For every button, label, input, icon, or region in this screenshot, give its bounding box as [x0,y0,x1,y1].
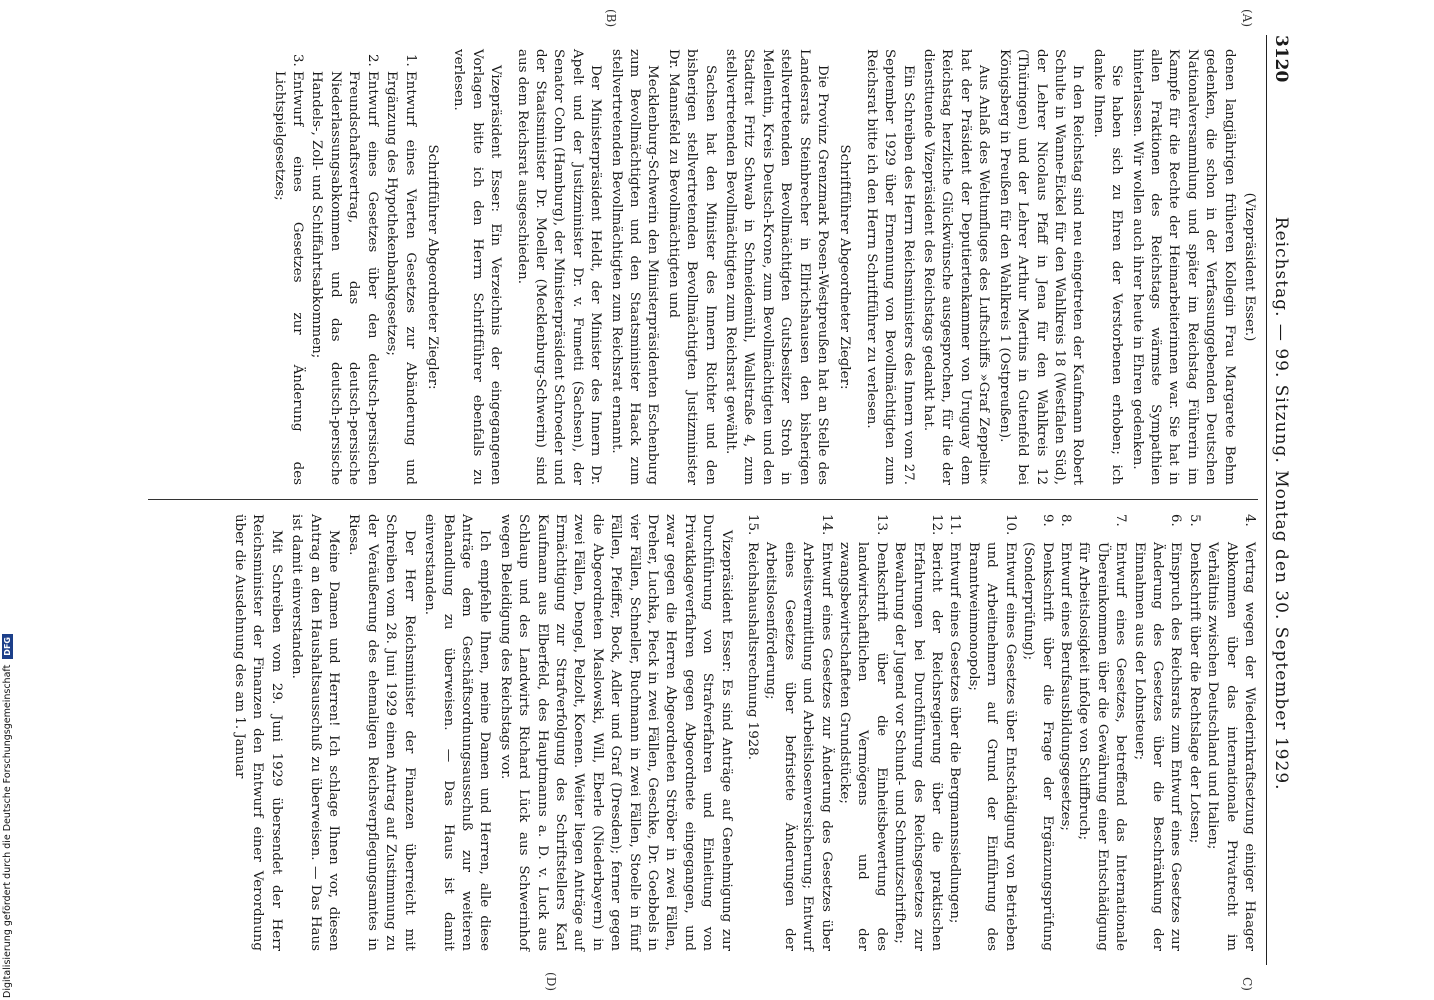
page-number: 3120 [1271,35,1291,83]
list-item-number: 13. [873,514,889,536]
list-item-text: Entwurf eines Gesetzes über die Bergmannssiedlungen; [947,542,963,924]
list-item [761,514,835,951]
list-item-number: 10. [1002,514,1018,536]
dfg-logo: DFG [2,634,13,659]
paragraph: In den Reichstag sind neu eingetreten der Kaufmann Robert Schulte in Wanne-Eickel für den Wahlkreis 18 (Westfalen Süd), der Lehrer Nicolaus Pfaff in Jena für den Wahlkreis 12 (Thüringen) und der Lehrer Arthur Mertins in Gutenfeld bei Königsberg in Preußen für den Wahlkreis 1 (Ostpreußen). [996,49,1086,485]
paragraph: Vizepräsident Esser: Ein Verzeichnis der eingegangenen Vorlagen bitte ich den Herrn Schriftführer ebenfalls zu verlesen. [451,49,504,485]
margin-marker-a: (A) [1240,9,1254,28]
text-columns [148,9,1258,991]
list-item [1074,514,1129,951]
page-title: Reichstag. — 99. Sitzung. Montag den 30. September 1929. [1271,216,1291,791]
list-item-text: Entwurf eines Gesetzes über Entschädigung von Betrieben und Arbeitnehmern auf Grund der Einführung des Branntweinmonopols; [965,542,1018,951]
list-item [835,514,890,951]
paragraph: Der Herr Reichsminister der Finanzen überreicht mit Schreiben vom 28. Juni 1929 einen Antrag auf Zustimmung zu der Veräußerung des ehemaligen Reichsverpflegungsamtes in Riesa. [346,514,417,951]
footer [2,608,18,998]
list-item: 2. Entwurf eines Gesetzes über den deutsch-persischen Freundschaftsvertrag, das deutsch-persische Niederlassungsabkommen und das deutsch-persische Handels-, Zoll- und Schiffahrtsabkommen; [307,71,381,485]
list-item-number: 6. [1168,514,1184,527]
list-item-text: Entwurf eines Gesetzes, betreffend das Internationale Übereinkommen über die Gewährung einer Entschädigung für Arbeitslosigkeit infolge von Schiffbruch; [1076,542,1129,951]
margin-marker-c: C) [1240,977,1254,991]
list-item-number: 11. [947,514,963,536]
paragraph: Vizepräsident Esser: Es sind Anträge auf Genehmigung zur Durchführung von Strafverfahren und Einleitung von Privatklageverfahren gegen Abgeordnete eingegangen, und zwar gegen die Herren Abgeordneten Ströber in zwei Fällen, Dreher, Luchka, Pieck in zwei Fällen, Geschke, Dr. Goebbels in vier Fällen, Schneller, Buchmann in zwei Fällen, Stoelle in fünf Fällen, Pfeiffer, Bock, Adler und Graf (Dresden); ferner gegen die Abgeordneten Maslowski, Will, Eberle (Niederbayern) in zwei Fällen, Dengel, Pelzolt, Koenen. Weiter liegen Anträge auf Ermächtigung zur Strafverfolgung des Schriftstellers Karl Kaufmann aus Elberfeld, des Hauptmanns a. D. v. Luck aus Schlaup und des Landwirts Richard Lück aus Schwerinhof wegen Beleidigung des Reichstags vor. [497,514,734,951]
left-column [148,35,1258,500]
margin-marker-d: (D) [544,972,558,991]
list-item [964,514,1019,951]
list-item-number: 7. [1113,514,1129,527]
list-item-text: Bericht der Reichsregierung über die praktischen Erfahrungen bei Durchführung des Reichsgesetzes zur Bewahrung der Jugend vor Schund- und Schmutzschriften; [892,542,945,951]
margin-marker-b: (B) [604,9,618,28]
right-column [148,500,1258,965]
list-item: 1. Entwurf eines Vierten Gesetzes zur Abänderung und Ergänzung des Hypothekenbankgesetzes; [382,71,419,485]
paragraph: Aus Anlaß des Weltumfluges des Luftschiffs »Graf Zeppelin« hat der Präsident der Deputiertenkammer von Uruguay dem Reichstag herzliche Glückwünsche ausgesprochen, für die der diensttuende Vizepräsident des Reichstags gedankt hat. [921,49,992,485]
list-item [743,514,761,951]
bill-list-continued [743,514,1258,951]
paragraph: Der Ministerpräsident Heldt, der Minister des Innern Dr. Apelt und der Justizminister Dr. v. Fumetti (Sachsen), der Senator Cohn (Hamburg), der Ministerpräsident Schroeder und der Staatsminister Dr. Moeller (Mecklenburg-Schwerin) sind aus dem Reichsrat ausgeschieden. [514,49,604,485]
list-item-text: Denkschrift über die Frage der Ergänzungsprüfung (Sonderprüfung); [1021,542,1055,951]
list-item-number: 14. [818,514,834,536]
paragraph: Sachsen hat den Minister des Innern Richter und den bisherigen stellvertretenden Bevollmächtigten Justizminister Dr. Mannsfeld zu Bevollmächtigten und [665,49,718,485]
speaker-label: Schriftführer Abgeordneter Ziegler: [837,144,853,390]
list-item [945,514,963,951]
paragraph: Ein Schreiben des Herrn Reichsministers des Innern vom 27. September 1929 über Ernennung von Bevollmächtigten zum Reichsrat bitte ich den Herrn Schriftführer zu verlesen. [863,49,916,485]
paragraph: Die Provinz Grenzmark Posen-Westpreußen hat an Stelle des Landesrats Steinbrecher in Ellrichshausen den bisherigen stellvertretenden Bevollmächtigten Gutsbesitzer Stroh in Mellentin, Kreis Deutsch-Krone, zum Bevollmächtigten und den Stadtrat Fritz Schwab in Schneidemühl, Wallstraße 4, zum stellvertretenden Bevollmächtigten zum Reichsrat gewählt. [723,49,831,485]
list-item-text: Entwurf eines Gesetzes zur Änderung des Gesetzes über Arbeitsvermittlung und Arbeitslosenversicherung; Entwurf eines Gesetzes über befristete Änderungen der Arbeitslosenförderung; [763,542,834,951]
list-item-text: Denkschrift über die Einheitsbewertung des landwirtschaftlichen Vermögens und der zwangsbewirtschafteten Grundstücke; [837,542,889,951]
paragraph: Meine Damen und Herren! Ich schlage Ihnen vor, diesen Antrag an den Haushaltsausschuß zu überweisen. — Das Haus ist damit einverstanden. [289,514,342,951]
paragraph: Sie haben sich zu Ehren der Verstorbenen erhoben; ich danke Ihnen. [1090,49,1125,485]
list-item [1203,514,1258,951]
list-item-number: 12. [929,514,945,536]
document-page [123,5,1313,995]
list-item-text: Vertrag wegen der Wiederinkraftsetzung einiger Haager Abkommen über das internationale Privatrecht im Verhältnis zwischen Deutschland und Italien; [1205,542,1257,951]
paragraph: Mecklenburg-Schwerin den Ministerpräsidenten Eschenburg zum Bevollmächtigten und den Staatsminister Haack zum stellvertretenden Bevollmächtigten zum Reichsrat ernannt. [608,49,661,485]
list-item-number: 5. [1186,514,1202,527]
list-item: 3. Entwurf eines Gesetzes zur Änderung des Lichtspielgesetzes; [269,71,306,485]
list-item-number: 15. [745,514,761,536]
list-item-number: 9. [1039,514,1055,527]
paragraph: Mit Schreiben vom 29. Juni 1929 übersendet der Herr Reichsminister der Finanzen den Entwurf einer Verordnung über die Ausdehnung des am 1. Januar [232,514,284,951]
list-item-number: 8. [1057,514,1073,527]
footer-text: Digitalisierung gefördert durch die Deutsche Forschungsgemeinschaft [2,664,13,998]
paragraph: Ich empfehle Ihnen, meine Damen und Herren, alle diese Anträge dem Geschäftsordnungsausschuß zur weiteren Behandlung zu überweisen. — Das Haus ist damit einverstanden. [422,514,493,951]
bill-list [269,49,418,485]
list-item [1056,514,1074,951]
speaker-label: (Vizepräsident Esser.) [1242,192,1257,342]
list-item [1129,514,1184,951]
paragraph: denen langjährigen früheren Kollegin Frau Margarete Behm gedenken, die schon in der Verfassunggebenden Deutschen Nationalversammlung und später im Reichstag Führerin im Kampfe für die Rechte der Heimarbeiterinnen war. Sie hat in allen Fraktionen des Reichstags wärmste Sympathien hinterlassen. Wir wollen auch ihrer heute in Ehren gedenken. [1129,49,1237,485]
speaker-label: Schriftführer Abgeordneter Ziegler: [424,144,440,390]
list-item [1184,514,1202,951]
list-item-text: Denkschrift über die Rechtslage der Lotsen; [1186,542,1202,844]
list-item-text: Einspruch des Reichsrats zum Entwurf eines Gesetzes zur Änderung des Gesetzes über die Beschränkung der Einnahmen aus der Lohnsteuer; [1131,542,1184,951]
list-item-text: Reichshaushaltsrechnung 1928. [745,542,761,761]
list-item [1019,514,1056,951]
list-item-number: 4. [1242,514,1257,527]
list-item-text: Entwurf eines Berufsausbildungsgesetzes; [1057,542,1073,831]
page-header [1266,35,1291,965]
list-item [890,514,945,951]
